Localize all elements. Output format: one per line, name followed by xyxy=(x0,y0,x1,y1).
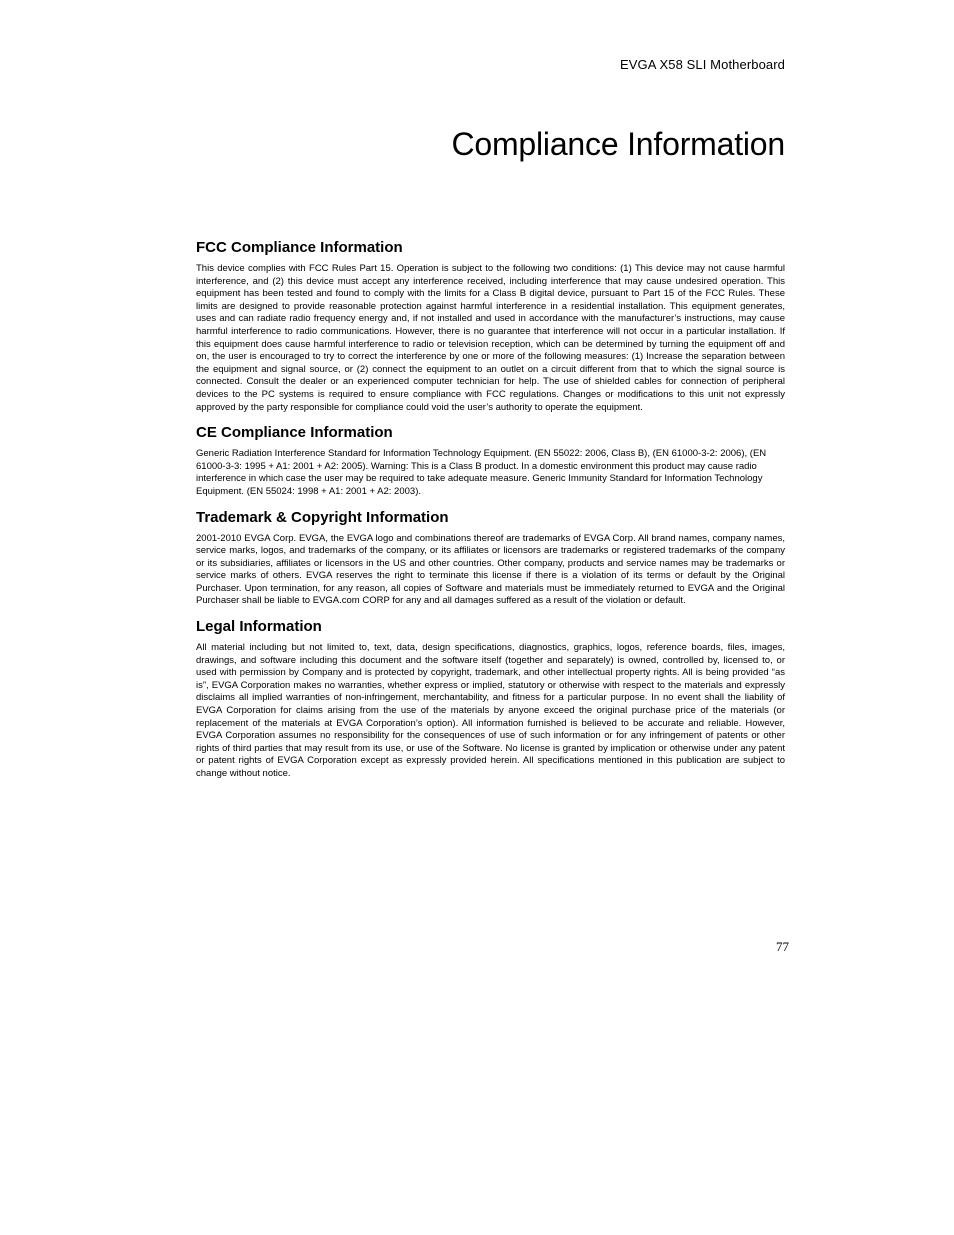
page-number: 77 xyxy=(776,939,789,954)
running-header: EVGA X58 SLI Motherboard xyxy=(620,57,785,72)
section-heading: Trademark & Copyright Information xyxy=(196,508,449,526)
section-trademark-copyright xyxy=(196,508,785,609)
section-heading: CE Compliance Information xyxy=(196,424,393,442)
section-fcc-compliance xyxy=(196,238,785,414)
document-body xyxy=(196,238,785,781)
section-paragraph: All material including but not limited to, text, data, design specifications, diagnostics, graphics, logos, reference boards, files, images, drawings, and software including this document and the software itself (together and separately) is owned, controlled by, licensed to, or used with permission by Company and is protected by copyright, trademark, and other intellectual property rights. All is being provided “as is”, EVGA Corporation makes no warranties, whether express or implied, statutory or otherwise with respect to the materials and expressly disclaims all implied warranties of non-infringement, merchantability, and fitness for a particular purpose. In no event shall the liability of EVGA Corporation for claims arising from the use of the materials by anyone exceed the original purchase price of the materials (or replacement of the materials at EVGA Corporation’s option). All information furnished is believed to be accurate and reliable. However, EVGA Corporation assumes no responsibility for the consequences of use of such information or for any infringement of patents or other rights of third parties that may result from its use, or use of the Software. No license is granted by implication or otherwise under any patent or patent rights of EVGA Corporation except as expressly provided herein. All specifications mentioned in this publication are subject to change without notice. xyxy=(196,642,785,779)
section-legal xyxy=(196,617,785,781)
section-heading: FCC Compliance Information xyxy=(196,239,403,256)
section-paragraph: Generic Radiation Interference Standard for Information Technology Equipment. (EN 55022: 2006, Class B), (EN 61000-3-2: 2006), (EN 61000-3-3: 1995 + A1: 2001 + A2: 2005). Warning: This is a Class B product. In a domestic environment this product may cause radio interference in which case the user may be required to take adequate measure. Generic Immunity Standard for Information Technology Equipment. (EN 55024: 1998 + A1: 2001 + A2: 2003). xyxy=(196,448,767,497)
section-paragraph: This device complies with FCC Rules Part 15. Operation is subject to the following two conditions: (1) This device may not cause harmful interference, and (2) this device must accept any interference received, including interference that may cause undesired operation. This equipment has been tested and found to comply with the limits for a Class B digital device, pursuant to Part 15 of the FCC Rules. These limits are designed to provide reasonable protection against harmful interference in a residential installation. This equipment generates, uses and can radiate radio frequency energy and, if not installed and used in accordance with the manufacturer’s instructions, may cause harmful interference to radio communications. However, there is no guarantee that interference will not occur in a particular installation. If this equipment does cause harmful interference to radio or television reception, which can be determined by turning the equipment off and on, the user is encouraged to try to correct the interference by one or more of the following measures: (1) Increase the separation between the equipment and signal source, or (2) connect the equipment to an outlet on a circuit different from that to which the signal source is connected. Consult the dealer or an experienced computer technician for help. The use of shielded cables for connection of peripheral devices to the PC systems is required to ensure compliance with FCC regulations. Changes or modifications to this unit not expressly approved by the party responsible for compliance could void the user’s authority to operate the equipment. xyxy=(196,263,785,413)
page-title: Compliance Information xyxy=(451,126,785,162)
section-heading: Legal Information xyxy=(196,618,322,636)
section-paragraph: 2001-2010 EVGA Corp. EVGA, the EVGA logo and combinations thereof are trademarks of EVGA Corp. All brand names, company names, service marks, logos, and trademarks of the company, or its affiliates or licensors are trademarks or registered trademarks of the company or its subsidiaries, affiliates or licensors in the US and other countries. Other company, products and service names may be trademarks or service marks of others. EVGA reserves the right to terminate this license if there is a violation of its terms or default by the Original Purchaser. Upon termination, for any reason, all copies of Software and materials must be immediately returned to EVGA and the Original Purchaser shall be liable to EVGA.com CORP for any and all damages suffered as a result of the violation or default. xyxy=(196,532,785,607)
section-ce-compliance xyxy=(196,423,785,498)
